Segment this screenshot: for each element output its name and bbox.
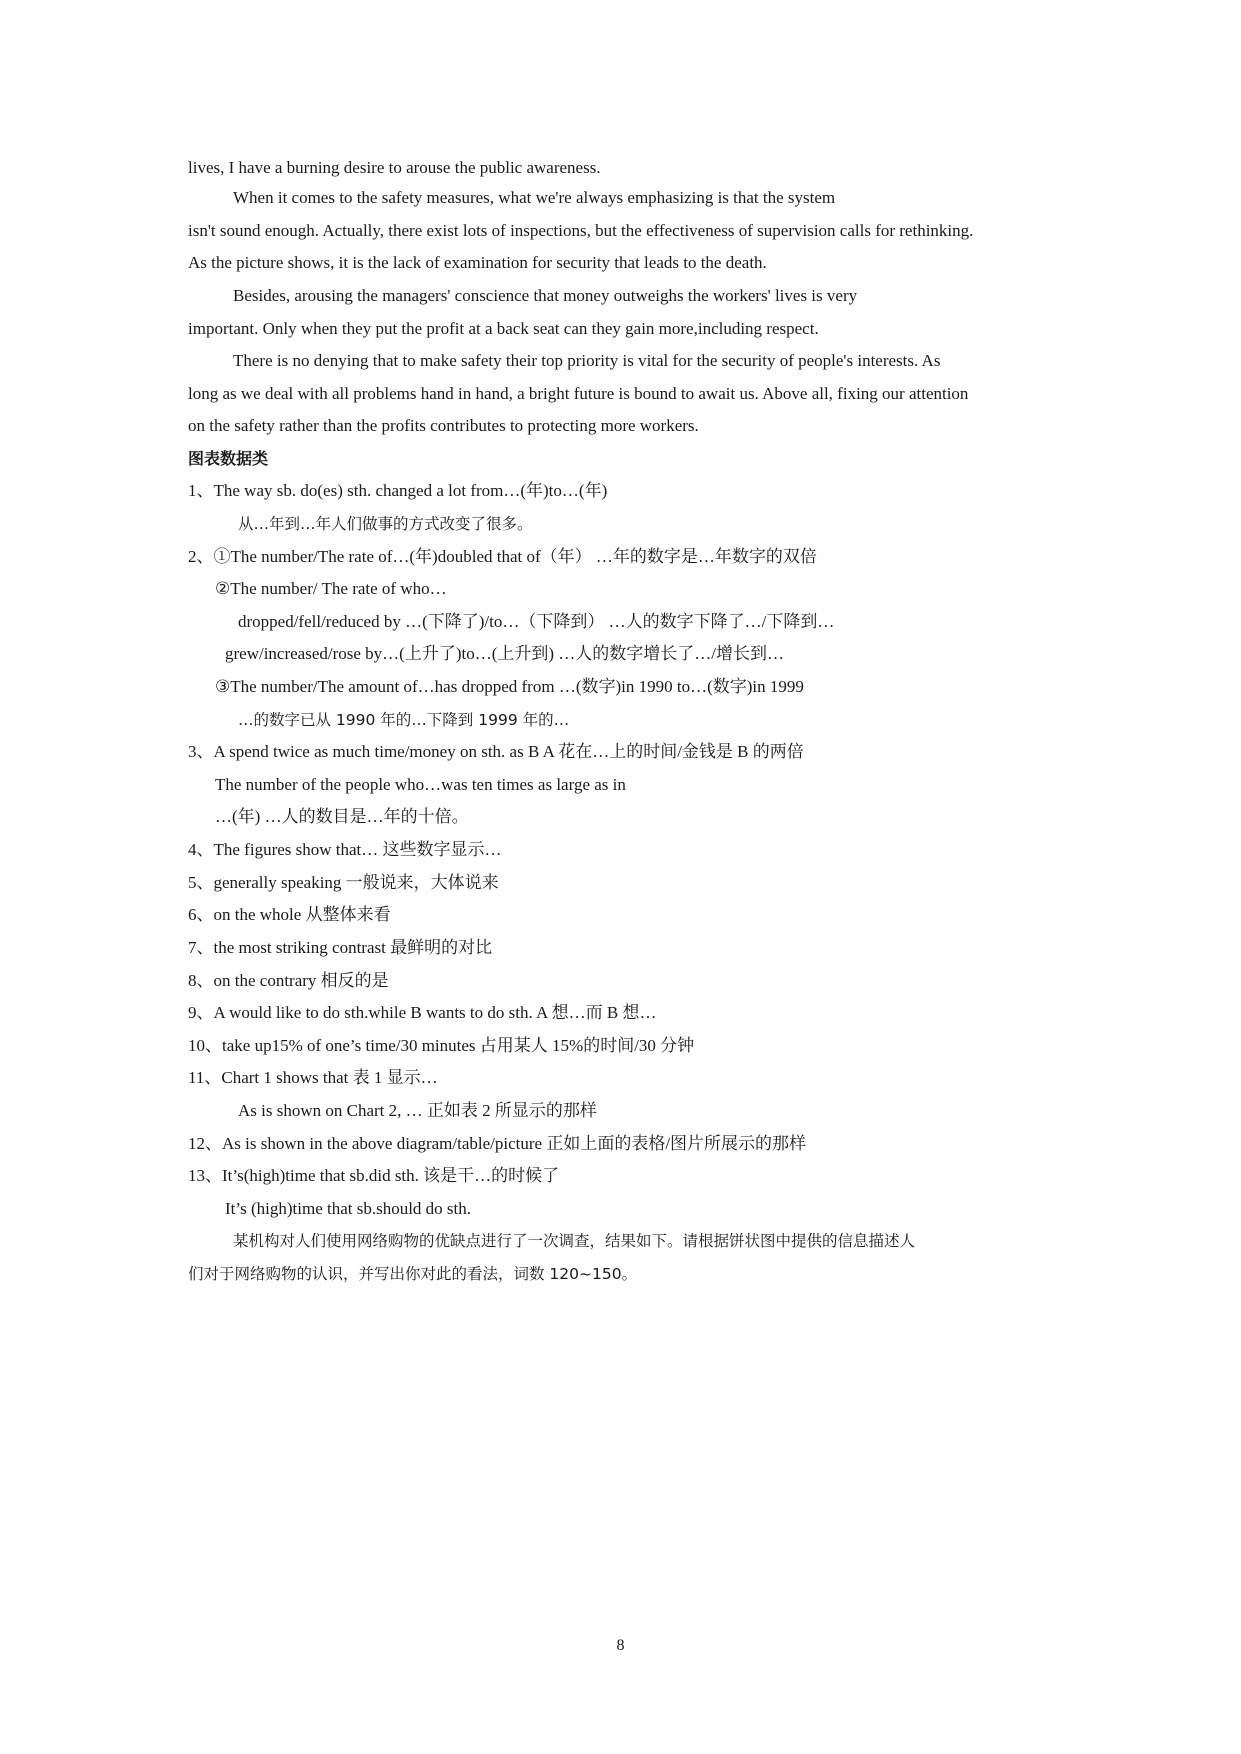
section-heading: 图表数据类 [188,449,269,468]
list-subitem: ③The number/The amount of…has dropped from …(数字)in 1990 to…(数字)in 1999 [215,677,804,696]
list-item: 3、A spend twice as much time/money on sth. as B A 花在…上的时间/金钱是 B 的两倍 [188,742,804,761]
list-subitem: ②The number/ The rate of who… [215,579,447,598]
text-line: As the picture shows, it is the lack of examination for security that leads to the death. [188,253,767,272]
list-subitem: dropped/fell/reduced by …(下降了)/to…（下降到） …人的数字下降了…/下降到… [238,612,835,631]
text-line: isn't sound enough. Actually, there exist lots of inspections, but the effectiveness of supervision calls for rethinking. [188,221,974,240]
list-item: 2、①The number/The rate of…(年)doubled that of（年） …年的数字是…年数字的双倍 [188,547,817,566]
list-subitem: …(年) …人的数目是…年的十倍。 [215,807,469,826]
list-item: 5、generally speaking 一般说来，大体说来 [188,873,499,892]
text-line: lives, I have a burning desire to arouse the public awareness. [188,158,601,177]
list-item-translation: …的数字已从 1990 年的…下降到 1999 年的… [238,711,570,729]
list-item: 11、Chart 1 shows that 表 1 显示… [188,1068,438,1087]
list-item: 9、A would like to do sth.while B wants to do sth. A 想…而 B 想… [188,1003,657,1022]
text-line: There is no denying that to make safety their top priority is vital for the security of people's interests. As [233,351,941,370]
list-subitem: grew/increased/rose by…(上升了)to…(上升到) …人的数字增长了…/增长到… [225,644,785,663]
text-line: Besides, arousing the managers' conscience that money outweighs the workers' lives is very [233,286,858,305]
list-subitem: It’s (high)time that sb.should do sth. [225,1199,472,1218]
list-item: 13、It’s(high)time that sb.did sth. 该是干…的时候了 [188,1166,560,1185]
list-item-translation: 从…年到…年人们做事的方式改变了很多。 [238,515,533,533]
list-item: 1、The way sb. do(es) sth. changed a lot from…(年)to…(年) [188,481,608,500]
list-subitem: The number of the people who…was ten times as large as in [215,775,626,794]
list-item: 6、on the whole 从整体来看 [188,905,391,924]
list-item: 12、As is shown in the above diagram/table/picture 正如上面的表格/图片所展示的那样 [188,1134,807,1153]
task-prompt: 们对于网络购物的认识，并写出你对此的看法，词数 120~150。 [188,1265,638,1283]
text-line: When it comes to the safety measures, what we're always emphasizing is that the system [233,188,836,207]
text-line: long as we deal with all problems hand in hand, a bright future is bound to await us. Above all, fixing our attention [188,384,969,403]
text-line: important. Only when they put the profit at a back seat can they gain more,including respect. [188,319,819,338]
list-item: 7、the most striking contrast 最鲜明的对比 [188,938,493,957]
list-subitem: As is shown on Chart 2, … 正如表 2 所显示的那样 [238,1101,597,1120]
list-item: 10、take up15% of one’s time/30 minutes 占用某人 15%的时间/30 分钟 [188,1036,695,1055]
text-line: on the safety rather than the profits contributes to protecting more workers. [188,416,699,435]
task-prompt: 某机构对人们使用网络购物的优缺点进行了一次调查，结果如下。请根据饼状图中提供的信息描述人 [233,1232,916,1250]
page-number: 8 [616,1637,625,1654]
list-item: 8、on the contrary 相反的是 [188,971,389,990]
list-item: 4、The figures show that… 这些数字显示… [188,840,502,859]
